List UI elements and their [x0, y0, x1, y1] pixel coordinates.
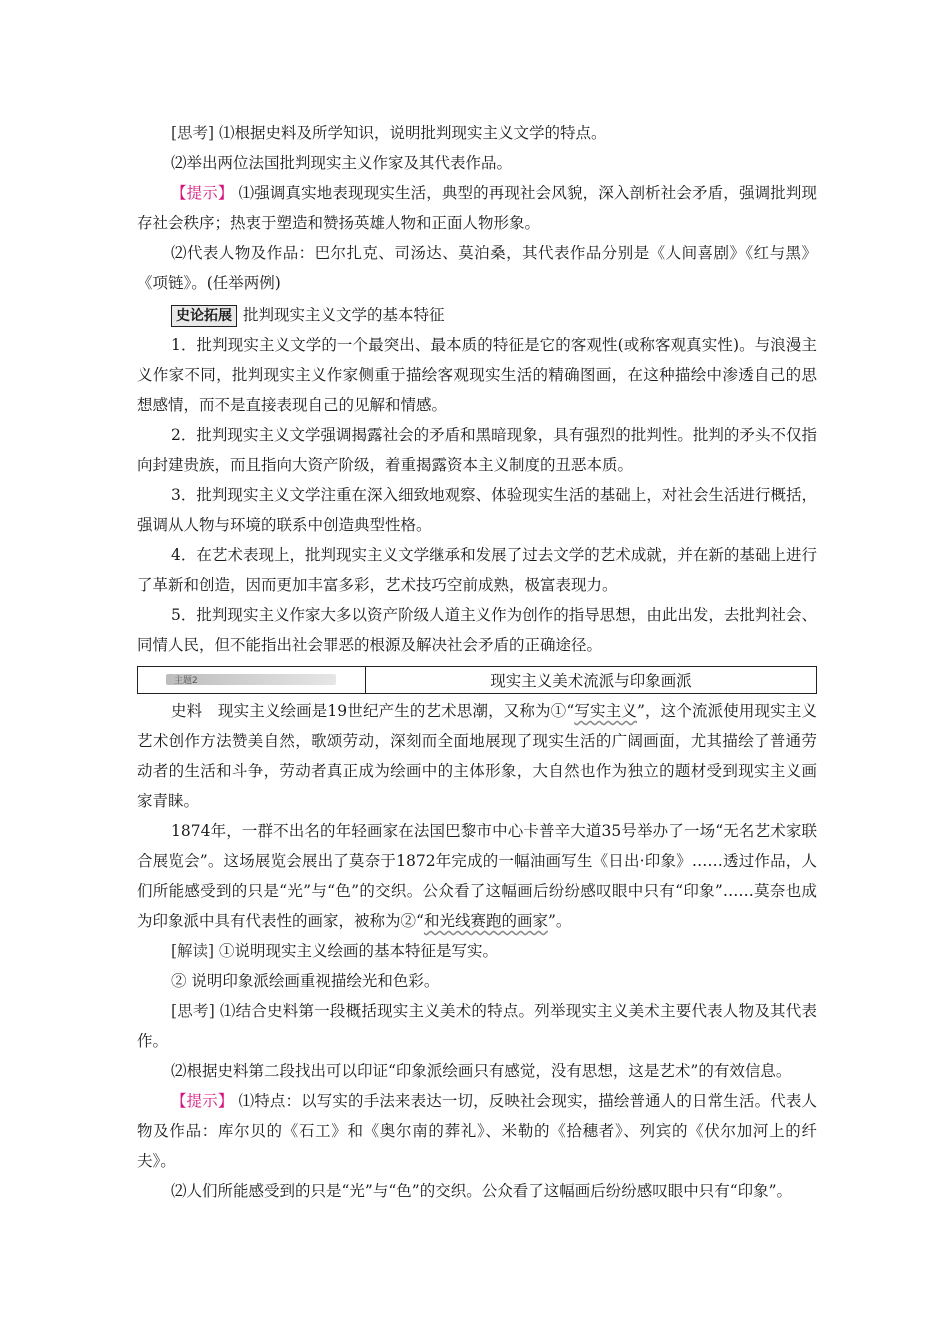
extension-heading — [137, 300, 817, 330]
think2-question-2: ⑵根据史料第二段找出可以印证“印象派绘画只有感觉，没有思想，这是艺术”的有效信息。 — [171, 1062, 792, 1080]
topic-header-table — [137, 666, 817, 694]
hint-tag: 【提示】 — [171, 1092, 234, 1110]
extension-item: 3．批判现实主义文学注重在深入细致地观察、体验现实生活的基础上，对社会生活进行概括，强调从人物与环境的联系中创造典型性格。 — [137, 486, 817, 534]
interpret-text: ①说明现实主义绘画的基本特征是写实。 — [214, 942, 499, 960]
interpret-tag: [解读] — [171, 942, 215, 960]
topic-label: 主题2 — [174, 676, 198, 686]
source-text: ”。 — [547, 912, 572, 930]
hint-answer-1 — [137, 178, 817, 238]
extension-item: 5．批判现实主义作家大多以资产阶级人道主义作为创作的指导思想，由此出发，去批判社会、同情人民，但不能指出社会罪恶的根源及解决社会矛盾的正确途径。 — [137, 606, 817, 654]
think-question-2: ⑵举出两位法国批判现实主义作家及其代表作品。 — [171, 154, 513, 172]
think-tag: [思考] — [171, 124, 215, 142]
topic-title: 现实主义美术流派与印象画派 — [366, 667, 817, 694]
hint2-answer-2: ⑵人们所能感受到的只是“光”与“色”的交织。公众看了这幅画后纷纷感叹眼中只有“印象”。 — [171, 1182, 793, 1200]
extension-item: 1．批判现实主义文学的一个最突出、最本质的特征是它的客观性(或称客观真实性)。与浪漫主义作家不同，批判现实主义作家侧重于描绘客观现实生活的精确图画，在这种描绘中渗透自己的思想感情，而不是直接表现自己的见解和情感。 — [137, 336, 817, 414]
hint-tag: 【提示】 — [171, 184, 234, 202]
hint-text: ⑴强调真实地表现现实生活，典型的再现社会风貌，深入剖析社会矛盾，强调批判现存社会秩序；热衷于塑造和赞扬英雄人物和正面人物形象。 — [137, 184, 817, 232]
think-text: ⑴根据史料及所学知识，说明批判现实主义文学的特点。 — [214, 124, 607, 142]
source-emphasis: 和光线赛跑的画家 — [423, 912, 548, 930]
extension-item: 2．批判现实主义文学强调揭露社会的矛盾和黑暗现象，具有强烈的批判性。批判的矛头不仅指向封建贵族，而且指向大资产阶级，着重揭露资本主义制度的丑恶本质。 — [137, 426, 817, 474]
interpret-1 — [137, 936, 817, 966]
extension-title: 批判现实主义文学的基本特征 — [243, 306, 445, 324]
source-text: ”，这个流派使用现实主义艺术创作方法赞美自然，歌颂劳动，深刻而全面地展现了现实生活的广阔画面，尤其描绘了普通劳动者的生活和斗争，劳动者真正成为绘画中的主体形象，大自然也作为独立的题材受到现实主义画家青睐。 — [137, 702, 817, 810]
extension-badge: 史论拓展 — [171, 305, 237, 327]
topic-label-cell — [138, 667, 366, 694]
source-text: 史料 现实主义绘画是19世纪产生的艺术思潮，又称为①“ — [171, 702, 575, 720]
source-paragraph-2 — [137, 816, 817, 936]
think-question-1 — [137, 118, 817, 148]
document-page — [137, 118, 817, 1206]
extension-item: 4．在艺术表现上，批判现实主义文学继承和发展了过去文学的艺术成就，并在新的基础上进行了革新和创造，因而更加丰富多彩，艺术技巧空前成熟，极富表现力。 — [137, 546, 817, 594]
hint2-answer-1 — [137, 1086, 817, 1176]
think-tag: [思考] — [171, 1002, 215, 1020]
source-emphasis: 写实主义 — [574, 702, 637, 720]
hint-text: ⑴特点：以写实的手法来表达一切，反映社会现实，描绘普通人的日常生活。代表人物及作品：库尔贝的《石工》和《奥尔南的葬礼》、米勒的《拾穗者》、列宾的《伏尔加河上的纤夫》。 — [137, 1092, 817, 1170]
think2-question-1 — [137, 996, 817, 1056]
think-text: ⑴结合史料第一段概括现实主义美术的特点。列举现实主义美术主要代表人物及其代表作。 — [137, 1002, 817, 1050]
interpret-2: ② 说明印象派绘画重视描绘光和色彩。 — [171, 972, 440, 990]
source-text: 1874年，一群不出名的年轻画家在法国巴黎市中心卡普辛大道35号举办了一场“无名艺术家联合展览会”。这场展览会展出了莫奈于1872年完成的一幅油画写生《日出·印象》……透过作品，人们所能感受到的只是“光”与“色”的交织。公众看了这幅画后纷纷感叹眼中只有“印象”……莫奈也成为印象派中具有代表性的画家，被称为②“ — [137, 822, 817, 930]
hint-answer-2: ⑵代表人物及作品：巴尔扎克、司汤达、莫泊桑，其代表作品分别是《人间喜剧》《红与黑》《项链》。(任举两例) — [137, 244, 817, 292]
source-paragraph-1 — [137, 696, 817, 816]
